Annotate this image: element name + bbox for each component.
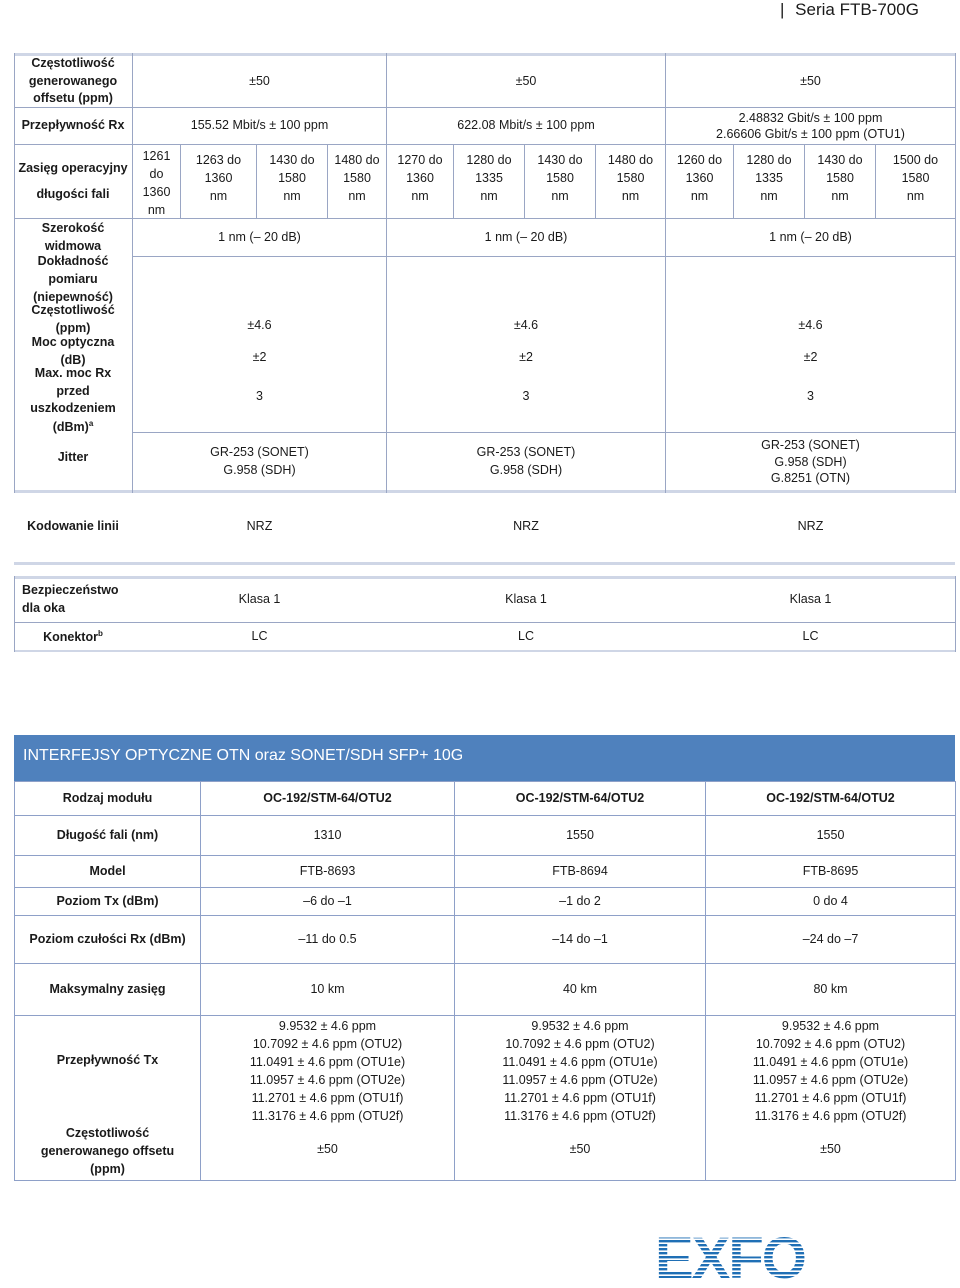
wavelength-range-line: nm [411, 189, 429, 204]
table-rule [14, 650, 955, 652]
line-coding-value: NRZ [797, 519, 824, 534]
rx-rate-value: 155.52 Mbit/s ± 100 ppm [190, 118, 329, 133]
wavelength-range-cell [734, 146, 804, 210]
tx-rate-value: 9.9532 ± 4.6 ppm 10.7092 ± 4.6 ppm (OTU2) 11.0491 ± 4.6 ppm (OTU1e) 11.0957 ± 4.6 ppm (OTU2e) 11.2701 ± 4.6 ppm (OTU1f) 11.3176 ± 4.6 ppm (OTU2f) [752, 1018, 909, 1124]
offset-value: ±50 [249, 73, 270, 88]
wavelength-range-line: nm [621, 189, 640, 204]
wavelength-range-line: 1360 [204, 170, 233, 185]
otn-row-value: –6 do –1 [303, 893, 352, 908]
wavelength-range-line: 1360 [685, 170, 714, 185]
optical-power-value: ±2 [519, 350, 533, 365]
otn-row-value: 10 km [310, 981, 345, 996]
wavelength-range-line: nm [348, 189, 366, 204]
wavelength-range-line: nm [690, 189, 709, 204]
wavelength-range-line: nm [147, 203, 166, 218]
wavelength-range-line: 1430 do [537, 152, 583, 167]
table-rule [14, 622, 955, 623]
rx-rate-value: 2.48832 Gbit/s ± 100 ppm 2.66606 Gbit/s ± 100 ppm (OTU1) [716, 110, 905, 141]
otn-table-title-band [14, 735, 955, 781]
wavelength-range-line: 1360 [142, 185, 171, 199]
otn-row-value: 1310 [313, 827, 342, 842]
spectral-width-label: Szerokość widmowa [41, 221, 105, 253]
table-rule [132, 256, 955, 257]
wavelength-range-line: 1335 [755, 170, 783, 185]
wavelength-range-cell [133, 146, 180, 220]
otn-row-label: Maksymalny zasięg [49, 981, 166, 996]
wavelength-range-line: 1580 [901, 170, 930, 185]
wavelength-range-line: 1263 do [195, 152, 242, 167]
freq-ppm-value: ±4.6 [247, 318, 272, 333]
otn-row-label: Długość fali (nm) [56, 827, 159, 842]
otn-row-value: FTB-8695 [802, 863, 859, 878]
series-header [780, 0, 919, 20]
line-coding-value: NRZ [513, 519, 539, 534]
otn-offset-value: ±50 [317, 1142, 338, 1157]
otn-row-value: –14 do –1 [552, 931, 608, 946]
spectral-width-value: 1 nm (– 20 dB) [769, 229, 852, 244]
jitter-label: Jitter [57, 450, 89, 465]
otn-offset-label: Częstotliwość generowanego offsetu (ppm) [40, 1126, 175, 1176]
jitter-value: GR-253 (SONET) G.958 (SDH) [210, 445, 309, 477]
wavelength-range-cell [596, 146, 665, 210]
line-coding-value: NRZ [246, 519, 273, 534]
wavelength-range-line: nm [551, 189, 569, 204]
otn-row-label: Rodzaj modułu [62, 790, 153, 805]
otn-row-value: OC-192/STM-64/OTU2 [263, 790, 392, 805]
exfo-logo-mark [655, 1228, 830, 1284]
connector-value: LC [251, 629, 268, 644]
jitter-value: GR-253 (SONET) G.958 (SDH) G.8251 (OTN) [761, 437, 860, 486]
exfo-logo [655, 1228, 830, 1284]
otn-row-label: Poziom Tx (dBm) [56, 893, 159, 908]
rx-rate-label: Przepływność Rx [21, 118, 125, 133]
wavelength-range-cell [876, 146, 955, 210]
wavelength-range-line: nm [480, 189, 498, 204]
otn-row-value: 1550 [566, 827, 594, 842]
offset-label: Częstotliwość generowanego offsetu (ppm) [28, 55, 118, 106]
otn-row-value: –24 do –7 [802, 931, 859, 946]
series-title: Seria FTB-700G [795, 0, 919, 19]
otn-table-title: INTERFEJSY OPTYCZNE OTN oraz SONET/SDH SFP+ 10G [23, 747, 464, 764]
wavelength-range-line: 1480 do [607, 152, 654, 167]
otn-row-value: 40 km [562, 981, 598, 996]
wavelength-range-line: 1430 do [817, 152, 863, 167]
exfo-logo-text: EXFO [655, 1228, 805, 1284]
max-rx-value: 3 [522, 389, 530, 404]
freq-ppm-value: ±4.6 [513, 318, 539, 333]
max-rx-label: Max. moc Rx przed uszkodzeniem (dBm)$^a$ [30, 365, 116, 435]
otn-row-value: OC-192/STM-64/OTU2 [766, 790, 895, 805]
wavelength-range-cell [454, 146, 524, 210]
tx-rate-value: 9.9532 ± 4.6 ppm 10.7092 ± 4.6 ppm (OTU2) 11.0491 ± 4.6 ppm (OTU1e) 11.0957 ± 4.6 ppm (OTU2e) 11.2701 ± 4.6 ppm (OTU1f) 11.3176 ± 4.6 ppm (OTU2f) [249, 1018, 406, 1124]
table-rule [14, 576, 955, 579]
table-rule [14, 490, 955, 493]
wavelength-range-line: 1580 [278, 170, 306, 185]
wavelength-range-line: 1260 do [676, 152, 723, 167]
wavelength-range-line: 1480 do [334, 152, 380, 167]
otn-row-value: –1 do 2 [559, 893, 601, 908]
wavelength-range-line: 1580 [826, 170, 854, 185]
freq-ppm-value: ±4.6 [798, 318, 823, 333]
otn-row-label: Poziom czułości Rx (dBm) [29, 931, 186, 946]
wavelength-range-cell [387, 146, 453, 210]
offset-value: ±50 [515, 73, 537, 88]
wavelength-range-line: 1280 do [746, 152, 792, 167]
wavelength-range-line: 1335 [475, 170, 503, 185]
otn-row-value: 80 km [813, 981, 848, 996]
safety-value: Klasa 1 [505, 592, 547, 607]
jitter-value: GR-253 (SONET) G.958 (SDH) [476, 445, 576, 477]
accuracy-label: Dokładność pomiaru (niepewność) [33, 254, 113, 304]
header-separator: | [780, 0, 785, 19]
wavelength-range-cell [181, 146, 256, 210]
wavelength-range-cell [328, 146, 386, 210]
optical-power-value: ±2 [803, 350, 818, 365]
table-rule [132, 432, 955, 433]
otn-offset-value: ±50 [820, 1142, 841, 1157]
wavelength-range-line: do [149, 166, 164, 181]
wavelength-range-line: 1430 do [269, 152, 315, 167]
table-rule [14, 562, 955, 565]
tx-rate-label: Przepływność Tx [56, 1053, 159, 1068]
optical-power-value: ±2 [252, 350, 267, 365]
freq-ppm-label: Częstotliwość (ppm) [31, 303, 115, 335]
otn-offset-value: ±50 [569, 1142, 591, 1157]
wavelength-range-line: 1280 do [466, 152, 512, 167]
spectral-width-value: 1 nm (– 20 dB) [484, 229, 568, 244]
otn-row-value: 1550 [816, 827, 845, 842]
otn-row-label: Model [89, 863, 126, 878]
connector-value: LC [518, 629, 534, 644]
safety-label: Bezpieczeństwo dla oka [22, 583, 119, 615]
wavelength-range-line: nm [283, 189, 301, 204]
safety-value: Klasa 1 [238, 592, 281, 607]
offset-value: ±50 [800, 73, 821, 88]
line-coding-label: Kodowanie linii [27, 519, 119, 534]
wavelength-range-line: 1270 do [397, 152, 443, 167]
wavelength-range-cell [525, 146, 595, 210]
wavelength-range-line: nm [831, 189, 849, 204]
tx-rate-value: 9.9532 ± 4.6 ppm 10.7092 ± 4.6 ppm (OTU2) 11.0491 ± 4.6 ppm (OTU1e) 11.0957 ± 4.6 ppm (OTU2e) 11.2701 ± 4.6 ppm (OTU1f) 11.3176 ± 4.6 ppm (OTU2f) [502, 1018, 658, 1124]
wavelength-range-line: 1580 [616, 170, 645, 185]
range-label [14, 145, 132, 218]
wavelength-range-line: nm [906, 189, 925, 204]
wavelength-range-cell [257, 146, 327, 210]
otn-row-value: –11 do 0.5 [298, 931, 357, 946]
table-rule [14, 144, 955, 145]
otn-row-value: FTB-8693 [299, 863, 356, 878]
wavelength-range-line: 1360 [406, 170, 434, 185]
wavelength-range-line: 1261 [142, 148, 171, 163]
wavelength-range-line: nm [760, 189, 778, 204]
spectral-width-value: 1 nm (– 20 dB) [218, 229, 301, 244]
wavelength-range-line: 1500 do [892, 152, 939, 167]
connector-value: LC [802, 629, 819, 644]
wavelength-range-line: 1580 [343, 170, 371, 185]
max-rx-value: 3 [256, 389, 263, 404]
otn-row-value: FTB-8694 [552, 863, 608, 878]
range-label-line1: Zasięg operacyjny [18, 160, 128, 175]
max-rx-value: 3 [807, 389, 814, 404]
range-label-line2: długości fali [36, 186, 110, 201]
wavelength-range-line: nm [209, 189, 228, 204]
otn-row-value: 0 do 4 [813, 893, 848, 908]
optical-power-label: Moc optyczna (dB) [31, 335, 115, 367]
otn-row-value: OC-192/STM-64/OTU2 [515, 790, 645, 805]
rx-rate-value: 622.08 Mbit/s ± 100 ppm [457, 118, 595, 133]
wavelength-range-line: 1580 [546, 170, 574, 185]
connector-label: Konektor$^b$ [43, 628, 103, 644]
safety-value: Klasa 1 [789, 592, 832, 607]
wavelength-range-cell [805, 146, 875, 210]
wavelength-range-cell [666, 146, 733, 210]
